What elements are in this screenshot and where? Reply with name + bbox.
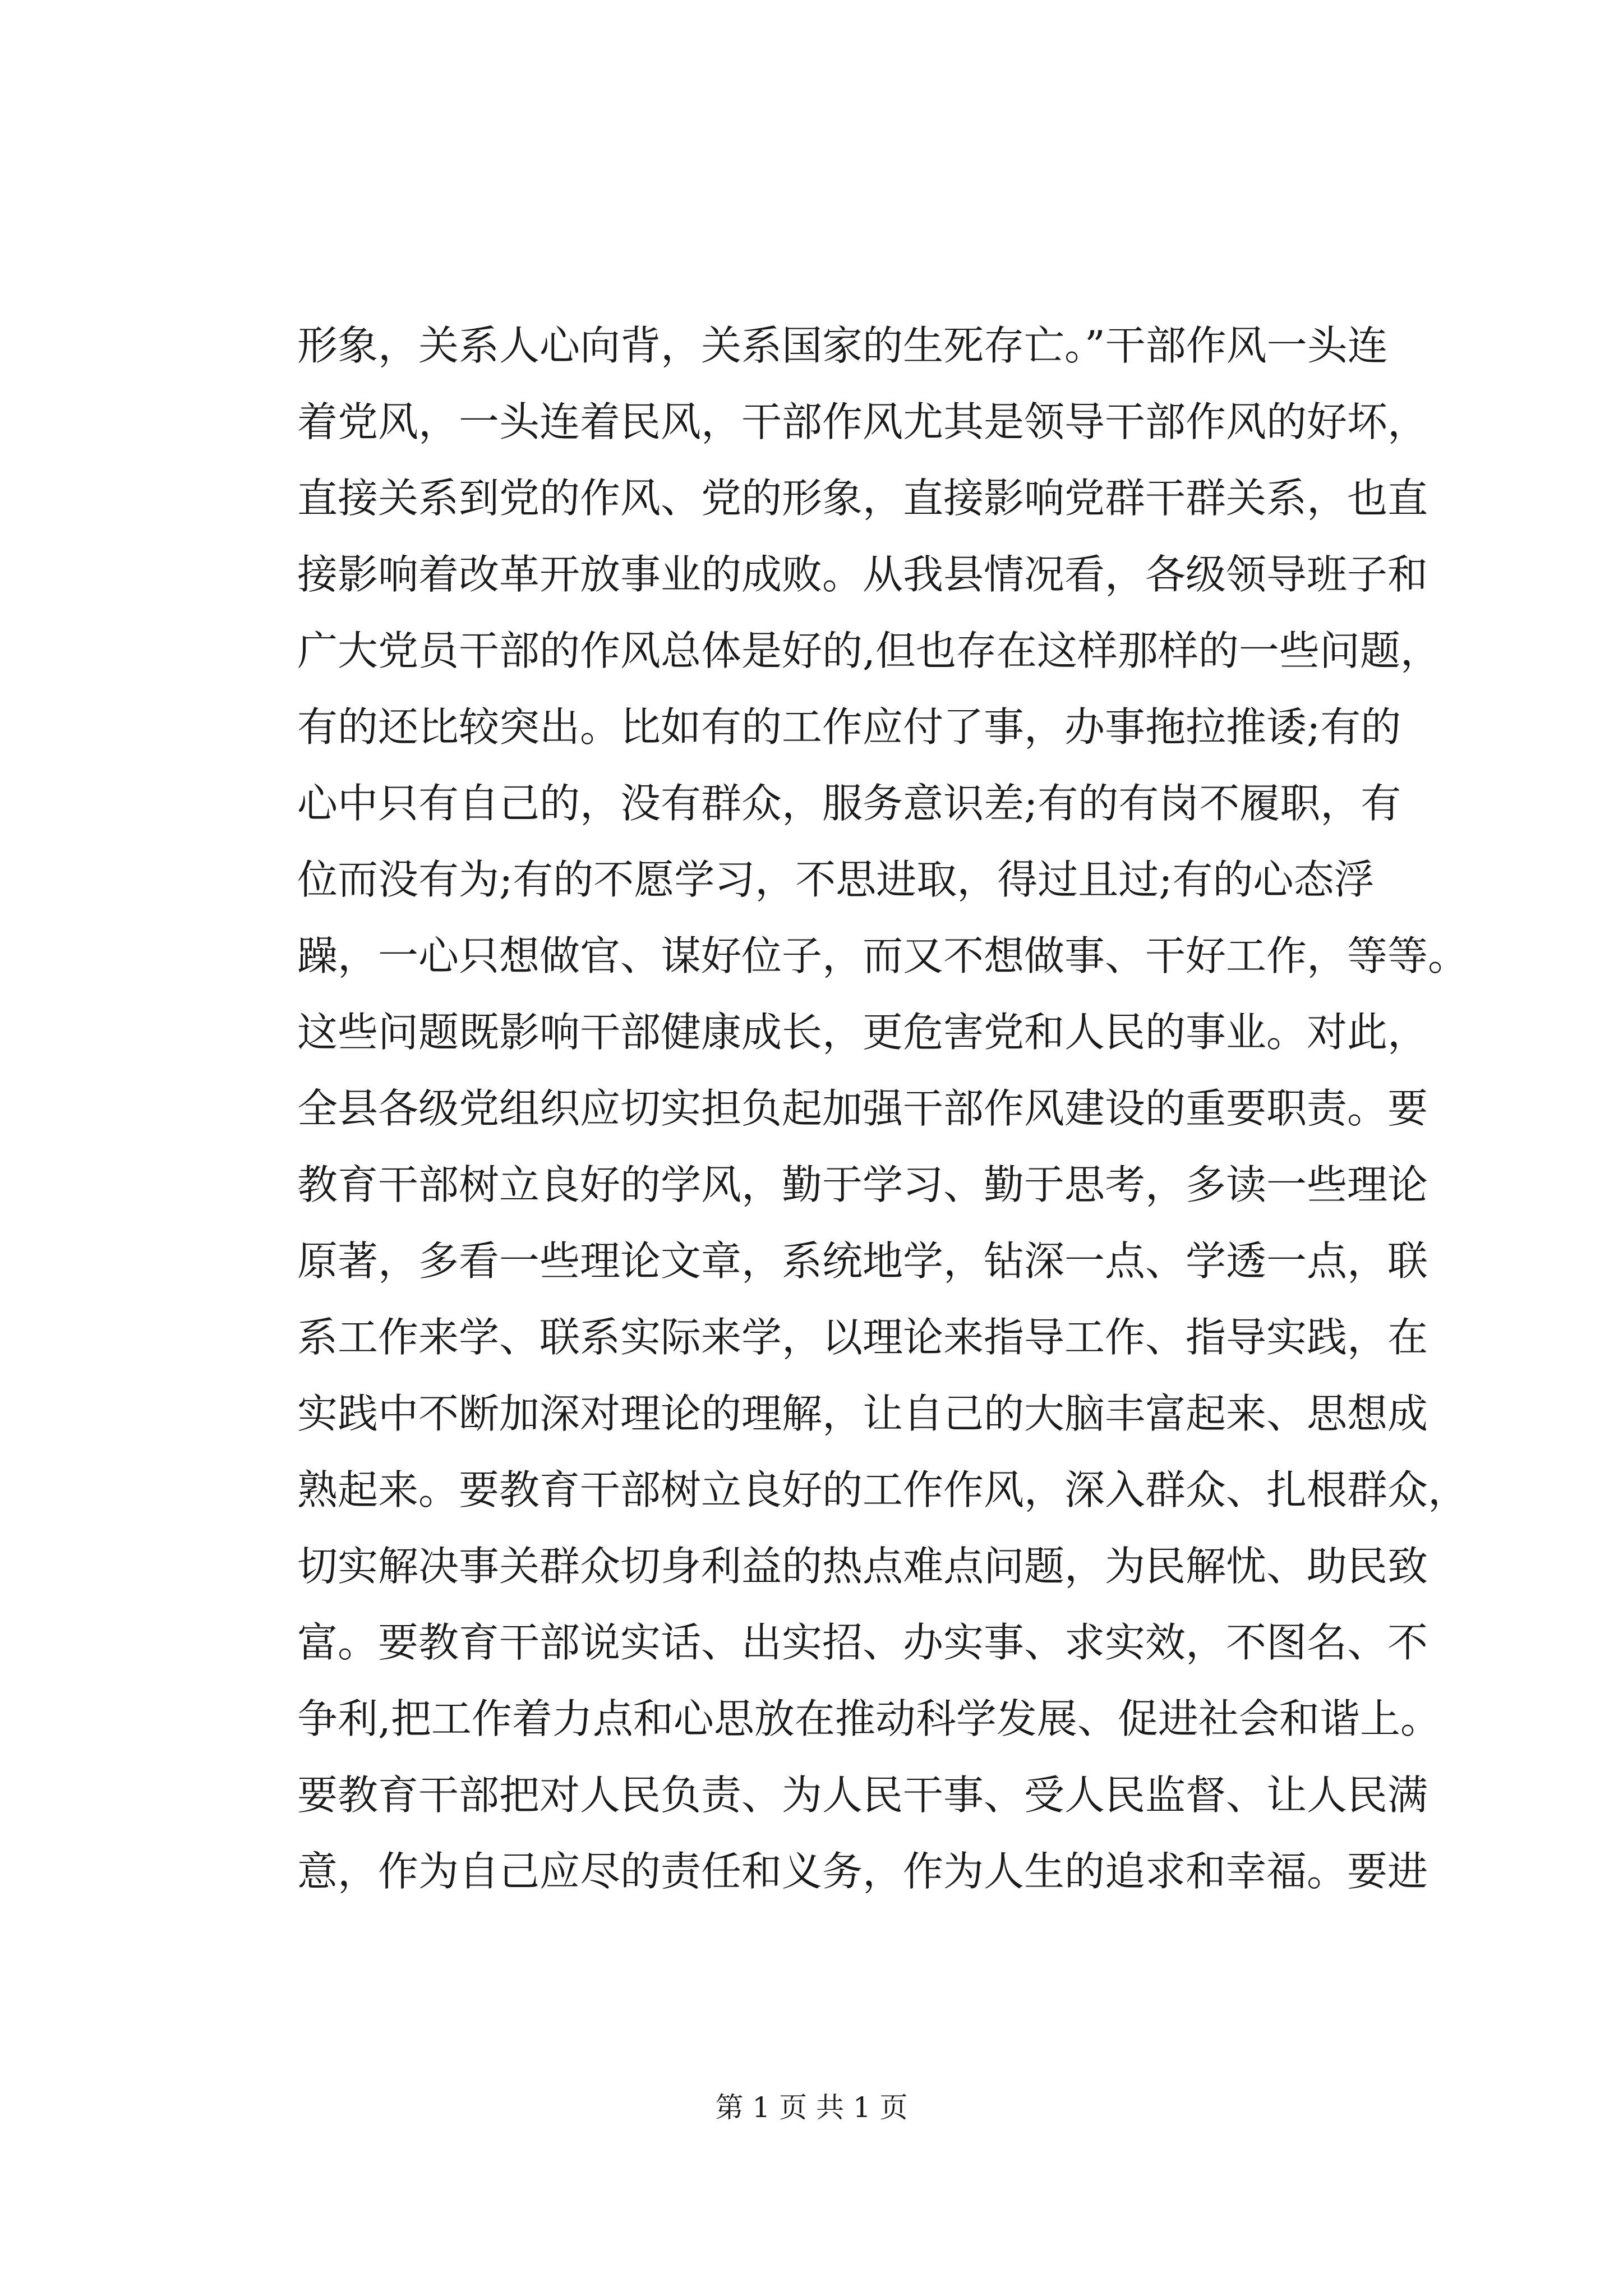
text-line-14: 系工作来学、联系实际来学，以理论来指导工作、指导实践，在 bbox=[297, 1314, 1428, 1361]
text-line-11: 全县各级党组织应切实担负起加强干部作风建设的重要职责。要 bbox=[297, 1085, 1428, 1132]
text-line-15: 实践中不断加深对理论的理解，让自己的大脑丰富起来、思想成 bbox=[297, 1390, 1428, 1437]
text-line-12: 教育干部树立良好的学风，勤于学习、勤于思考，多读一些理论 bbox=[297, 1161, 1428, 1208]
text-line-20: 要教育干部把对人民负责、为人民干事、受人民监督、让人民满 bbox=[297, 1772, 1428, 1819]
text-line-17: 切实解决事关群众切身利益的热点难点问题，为民解忧、助民致 bbox=[297, 1543, 1428, 1590]
text-line-19: 争利,把工作着力点和心思放在推动科学发展、促进社会和谐上。 bbox=[297, 1695, 1441, 1742]
text-line-18: 富。要教育干部说实话、出实招、办实事、求实效，不图名、不 bbox=[297, 1619, 1428, 1666]
text-line-2: 着党风，一头连着民风，干部作风尤其是领导干部作风的好坏， bbox=[297, 398, 1428, 445]
text-line-10: 这些问题既影响干部健康成长，更危害党和人民的事业。对此， bbox=[297, 1009, 1428, 1056]
text-line-7: 心中只有自己的，没有群众，服务意识差;有的有岗不履职，有 bbox=[297, 780, 1401, 827]
page-footer: 第 1 页 共 1 页 bbox=[715, 2091, 908, 2124]
text-line-9: 躁，一心只想做官、谋好位子，而又不想做事、干好工作，等等。 bbox=[297, 932, 1469, 979]
body-text bbox=[297, 307, 1469, 1910]
text-line-6: 有的还比较突出。比如有的工作应付了事，办事拖拉推诿;有的 bbox=[297, 703, 1401, 751]
text-line-13: 原著，多看一些理论文章，系统地学，钻深一点、学透一点，联 bbox=[297, 1237, 1428, 1285]
text-line-1: 形象，关系人心向背，关系国家的生死存亡。”干部作风一头连 bbox=[297, 322, 1388, 369]
text-line-16: 熟起来。要教育干部树立良好的工作作风，深入群众、扎根群众， bbox=[297, 1466, 1469, 1513]
text-line-4: 接影响着改革开放事业的成败。从我县情况看，各级领导班子和 bbox=[297, 551, 1428, 598]
text-line-8: 位而没有为;有的不愿学习，不思进取，得过且过;有的心态浮 bbox=[297, 856, 1375, 903]
text-line-3: 直接关系到党的作风、党的形象，直接影响党群干群关系，也直 bbox=[297, 475, 1428, 522]
text-line-21: 意，作为自己应尽的责任和义务，作为人生的追求和幸福。要进 bbox=[297, 1848, 1428, 1895]
text-line-5: 广大党员干部的作风总体是好的,但也存在这样那样的一些问题， bbox=[297, 627, 1441, 674]
